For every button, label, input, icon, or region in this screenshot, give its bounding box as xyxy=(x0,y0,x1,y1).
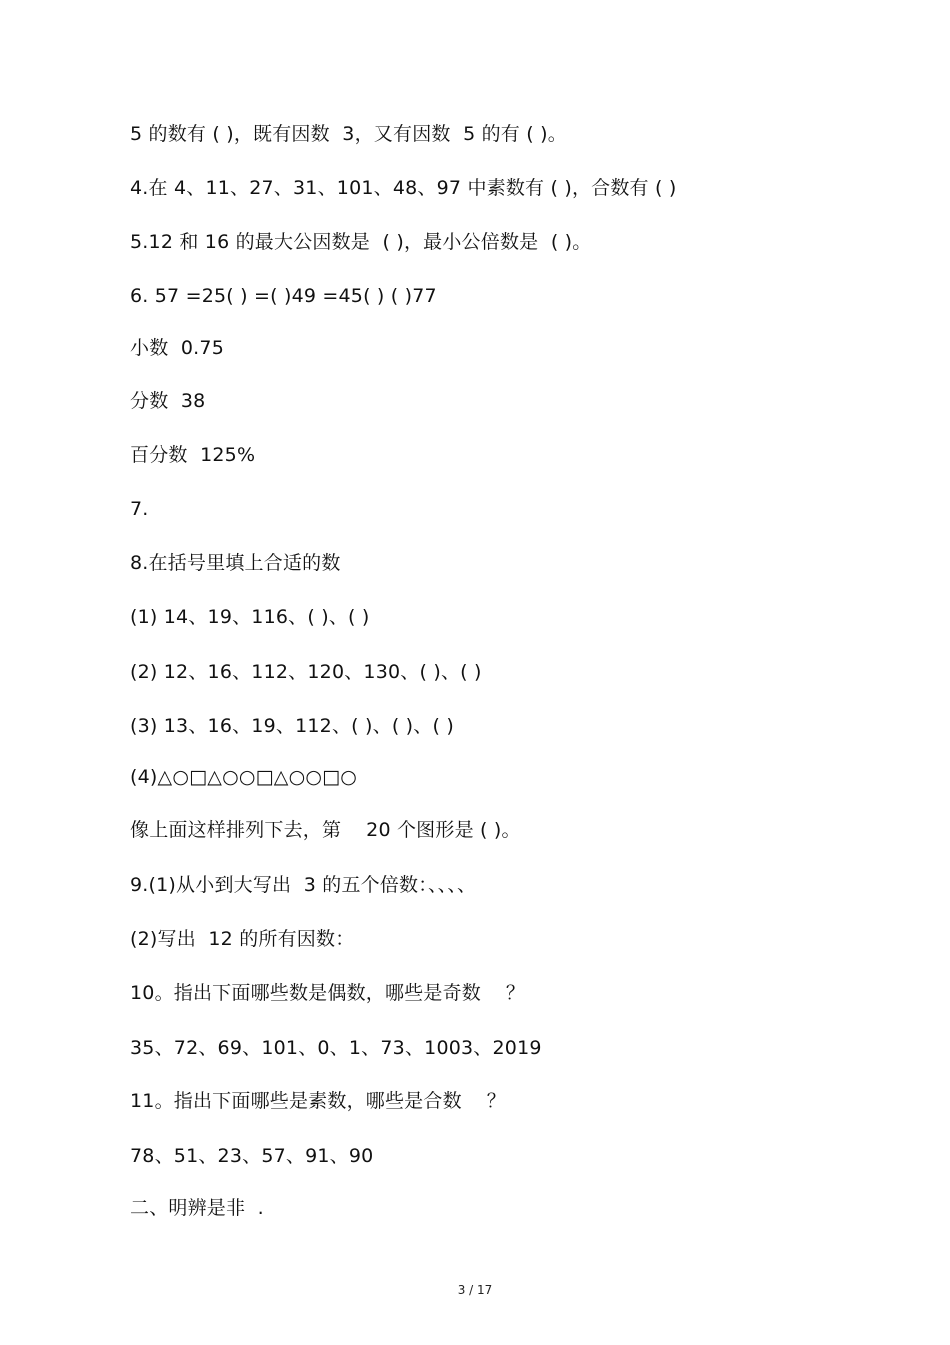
question-9-part-1: 9.(1)从小到大写出 3 的五个倍数：、、、、 xyxy=(130,874,477,896)
question-8-part-2: (2) 12、16、112、120、130、( )、( ) xyxy=(130,661,482,683)
question-11: 11。指出下面哪些是素数，哪些是合数 ？ xyxy=(130,1090,506,1112)
question-8-part-4-prompt: 像上面这样排列下去，第 20 个图形是 ( )。 xyxy=(130,819,521,841)
question-10-numbers: 35、72、69、101、0、1、73、1003、2019 xyxy=(130,1037,542,1059)
page-number: 3 / 17 xyxy=(457,1283,493,1297)
question-11-numbers: 78、51、23、57、91、90 xyxy=(130,1145,374,1167)
fraction-row: 分数 38 xyxy=(130,390,206,412)
question-5: 5.12 和 16 的最大公因数是 ( )，最小公倍数是 ( )。 xyxy=(130,231,592,253)
question-4: 4.在 4、11、27、31、101、48、97 中素数有 ( )，合数有 ( ) xyxy=(130,177,677,199)
question-10: 10。指出下面哪些数是偶数，哪些是奇数 ？ xyxy=(130,982,526,1004)
question-6: 6. 57 =25( ) =( )49 =45( ) ( )77 xyxy=(130,285,437,307)
question-7: 7. xyxy=(130,498,149,520)
question-8-part-3: (3) 13、16、19、112、( )、( )、( ) xyxy=(130,715,454,737)
question-8: 8.在括号里填上合适的数 xyxy=(130,552,341,574)
decimal-row: 小数 0.75 xyxy=(130,337,224,359)
question-line-3-cont: 5 的数有 ( )，既有因数 3，又有因数 5 的有 ( )。 xyxy=(130,123,567,145)
section-heading-true-false: 二、明辨是非 . xyxy=(130,1197,264,1219)
question-9-part-2: (2)写出 12 的所有因数： xyxy=(130,928,355,950)
percent-row: 百分数 125% xyxy=(130,444,256,466)
question-8-part-4-shapes: (4)△○□△○○□△○○□○ xyxy=(130,766,358,788)
question-8-part-1: (1) 14、19、116、( )、( ) xyxy=(130,606,370,628)
